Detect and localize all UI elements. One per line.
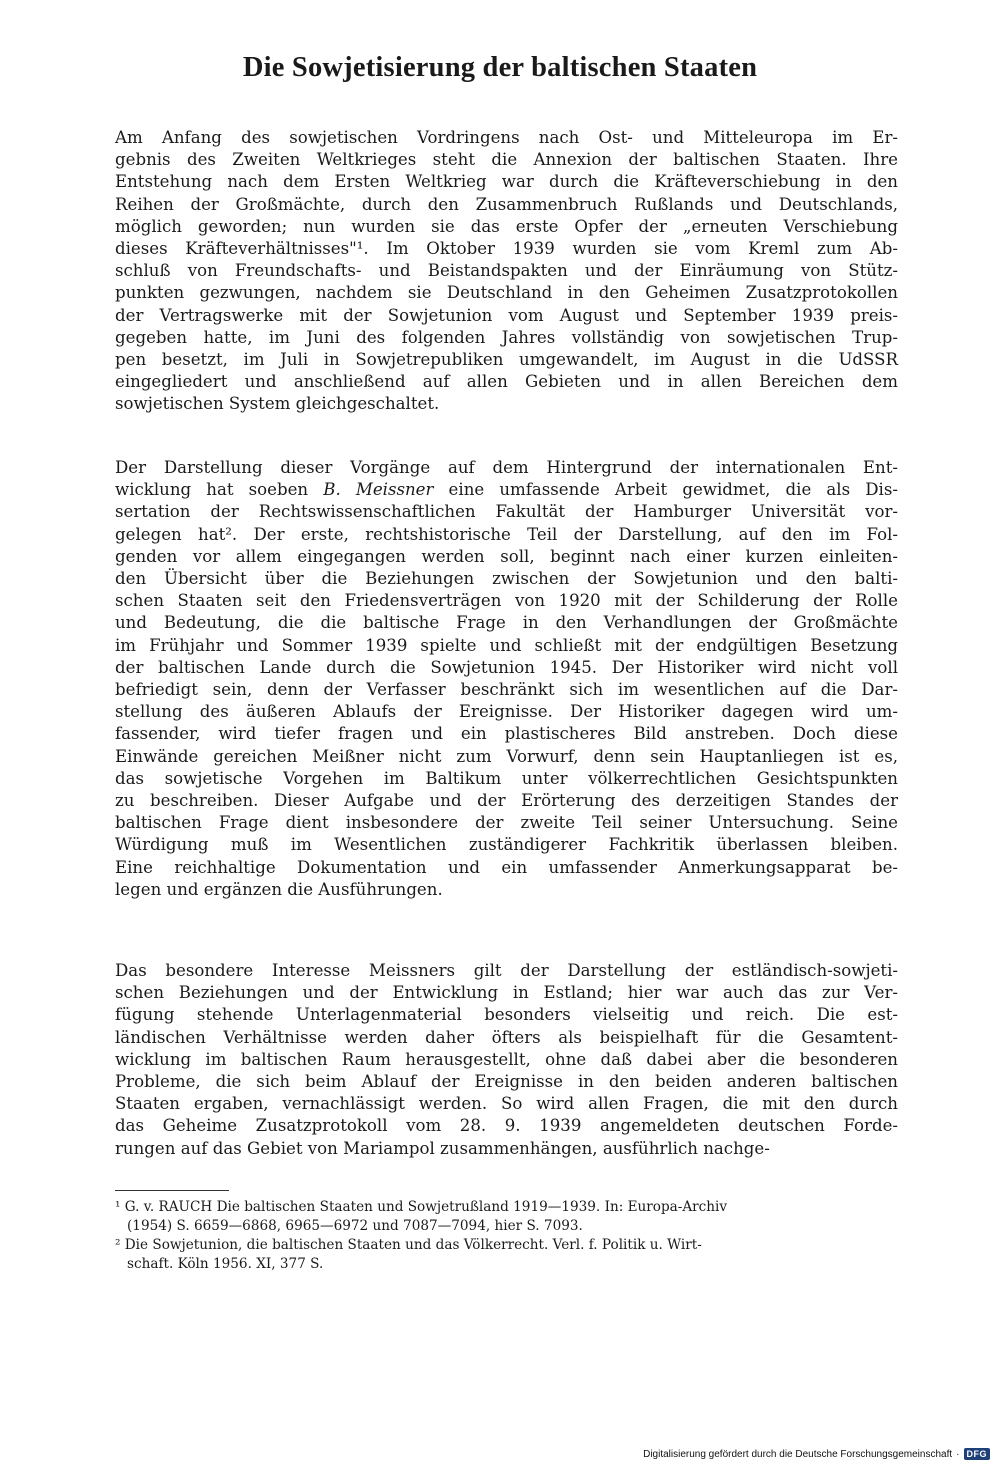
dfg-logo: DFG <box>964 1448 991 1460</box>
text-line: befriedigt sein, denn der Verfasser beschränkt sich im wesentlichen auf die Dar- <box>115 680 898 700</box>
credit-text: Digitalisierung gefördert durch die Deutsche Forschungsgemeinschaft <box>643 1448 953 1460</box>
text-line: fassender, wird tiefer fragen und ein plastischeres Bild anstreben. Doch diese <box>115 724 898 744</box>
text-line: Entstehung nach dem Ersten Weltkrieg war durch die Kräfteverschiebung in den <box>115 172 898 192</box>
text-line: Das besondere Interesse Meissners gilt der Darstellung der estländisch-sowjeti- <box>115 961 898 980</box>
text-line: und Bedeutung, die die baltische Frage in den Verhandlungen der Großmächte <box>115 613 898 633</box>
text-line: zu beschreiben. Dieser Aufgabe und der Erörterung des derzeitigen Standes der <box>115 791 898 811</box>
text-line: Würdigung muß im Wesentlichen zuständigerer Fachkritik überlassen bleiben. <box>115 835 898 855</box>
text-line: schluß von Freundschafts- und Beistandspakten und der Einräumung von Stütz- <box>115 261 898 281</box>
text-line: Probleme, die sich beim Ablauf der Ereignisse in den beiden anderen baltischen <box>115 1072 898 1092</box>
text-line: punkten gezwungen, nachdem sie Deutschland in den Geheimen Zusatzprotokollen <box>115 283 898 303</box>
paragraph-3 <box>115 960 898 1160</box>
footnote-divider <box>115 1190 229 1191</box>
text-line: Reihen der Großmächte, durch den Zusammenbruch Rußlands und Deutschlands, <box>115 194 898 214</box>
article-title: Die Sowjetisierung der baltischen Staaten <box>242 52 758 83</box>
text-line: schen Beziehungen und der Entwicklung in Estland; hier war auch das zur Ver- <box>115 983 898 1003</box>
text-line: möglich geworden; nun wurden sie das erste Opfer der „erneuten Verschiebung <box>115 216 898 236</box>
text-line: dieses Kräfteverhältnisses"¹. Im Oktober 1939 wurden sie vom Kreml zum Ab- <box>115 239 898 259</box>
footnote-2-line-1: Die Sowjetunion, die baltischen Staaten und das Völkerrecht. Verl. f. Politik u. Wirt- <box>124 1237 702 1253</box>
text-line: das Geheime Zusatzprotokoll vom 28. 9. 1939 angemeldeten deutschen Forde- <box>115 1116 898 1136</box>
text-line: wicklung im baltischen Raum herausgestellt, ohne daß dabei aber die besonderen <box>115 1049 898 1069</box>
footnote-2-line-2: schaft. Köln 1956. XI, 377 S. <box>127 1256 324 1272</box>
text-line: den Übersicht über die Beziehungen zwischen der Sowjetunion und den balti- <box>115 569 898 589</box>
text-line: im Frühjahr und Sommer 1939 spielte und schließt mit der endgültigen Besetzung <box>115 635 898 655</box>
text-line: stellung des äußeren Ablaufs der Ereignisse. Der Historiker dagegen wird um- <box>115 702 898 722</box>
text-line: eingegliedert und anschließend auf allen Gebieten und in allen Bereichen dem <box>115 372 898 392</box>
text-line: wicklung hat soeben B. Meissner eine umfassende Arbeit gewidmet, die als Dis- <box>115 480 898 500</box>
author-name: B. Meissner <box>323 480 434 500</box>
text-line: Einwände gereichen Meißner nicht zum Vorwurf, denn sein Hauptanliegen ist es, <box>115 746 898 766</box>
text-line: der baltischen Lande durch die Sowjetunion 1945. Der Historiker wird nicht voll <box>115 657 898 677</box>
text-line: gelegen hat². Der erste, rechtshistorische Teil der Darstellung, auf den im Fol- <box>115 524 898 544</box>
footnote-2-mark: ² <box>115 1237 121 1253</box>
text-line: Eine reichhaltige Dokumentation und ein umfassender Anmerkungsapparat be- <box>115 857 898 877</box>
text-line: legen und ergänzen die Ausführungen. <box>115 879 443 899</box>
digitization-credit <box>643 1448 990 1460</box>
text-line: das sowjetische Vorgehen im Baltikum unter völkerrechtlichen Gesichtspunkten <box>115 768 898 788</box>
credit-separator: · <box>956 1448 960 1460</box>
text-line: Staaten ergaben, vernachlässigt werden. So wird allen Fragen, die mit den durch <box>115 1094 898 1114</box>
text-line: schen Staaten seit den Friedensverträgen von 1920 mit der Schilderung der Rolle <box>115 591 898 611</box>
text-line: rungen auf das Gebiet von Mariampol zusammenhängen, ausführlich nachge- <box>115 1138 770 1158</box>
footnote-1-line-2: (1954) S. 6659—6868, 6965—6972 und 7087—7094, hier S. 7093. <box>127 1218 583 1234</box>
footnote-1-mark: ¹ <box>115 1199 121 1215</box>
text-line: ländischen Verhältnisse werden daher öfters als beispielhaft für die Gesamtent- <box>115 1027 898 1047</box>
paragraph-2 <box>115 457 898 901</box>
text-line: genden vor allem eingegangen werden soll, beginnt nach einer kurzen einleiten- <box>115 546 898 566</box>
text-line: fügung stehende Unterlagenmaterial besonders vielseitig und reich. Die est- <box>115 1005 898 1025</box>
text-line: sowjetischen System gleichgeschaltet. <box>115 394 440 414</box>
footnote-2 <box>115 1236 898 1274</box>
paragraph-1 <box>115 127 898 416</box>
text-line: pen besetzt, im Juli in Sowjetrepubliken umgewandelt, im August in die UdSSR <box>115 350 898 370</box>
text-line: der Vertragswerke mit der Sowjetunion vom August und September 1939 preis- <box>115 305 898 325</box>
footnote-1-line-1: G. v. RAUCH Die baltischen Staaten und Sowjetrußland 1919—1939. In: Europa-Archiv <box>124 1199 728 1215</box>
text-line: Am Anfang des sowjetischen Vordringens nach Ost- und Mitteleuropa im Er- <box>115 128 898 147</box>
footnote-1 <box>115 1198 898 1236</box>
text-line: gegeben hatte, im Juni des folgenden Jahres vollständig von sowjetischen Trup- <box>115 327 898 347</box>
text-line: Der Darstellung dieser Vorgänge auf dem Hintergrund der internationalen Ent- <box>115 458 898 477</box>
text-line: sertation der Rechtswissenschaftlichen Fakultät der Hamburger Universität vor- <box>115 502 898 522</box>
text-line: baltischen Frage dient insbesondere der zweite Teil seiner Untersuchung. Seine <box>115 813 898 833</box>
text-line: gebnis des Zweiten Weltkrieges steht die Annexion der baltischen Staaten. Ihre <box>115 150 898 170</box>
footnotes <box>115 1198 898 1274</box>
